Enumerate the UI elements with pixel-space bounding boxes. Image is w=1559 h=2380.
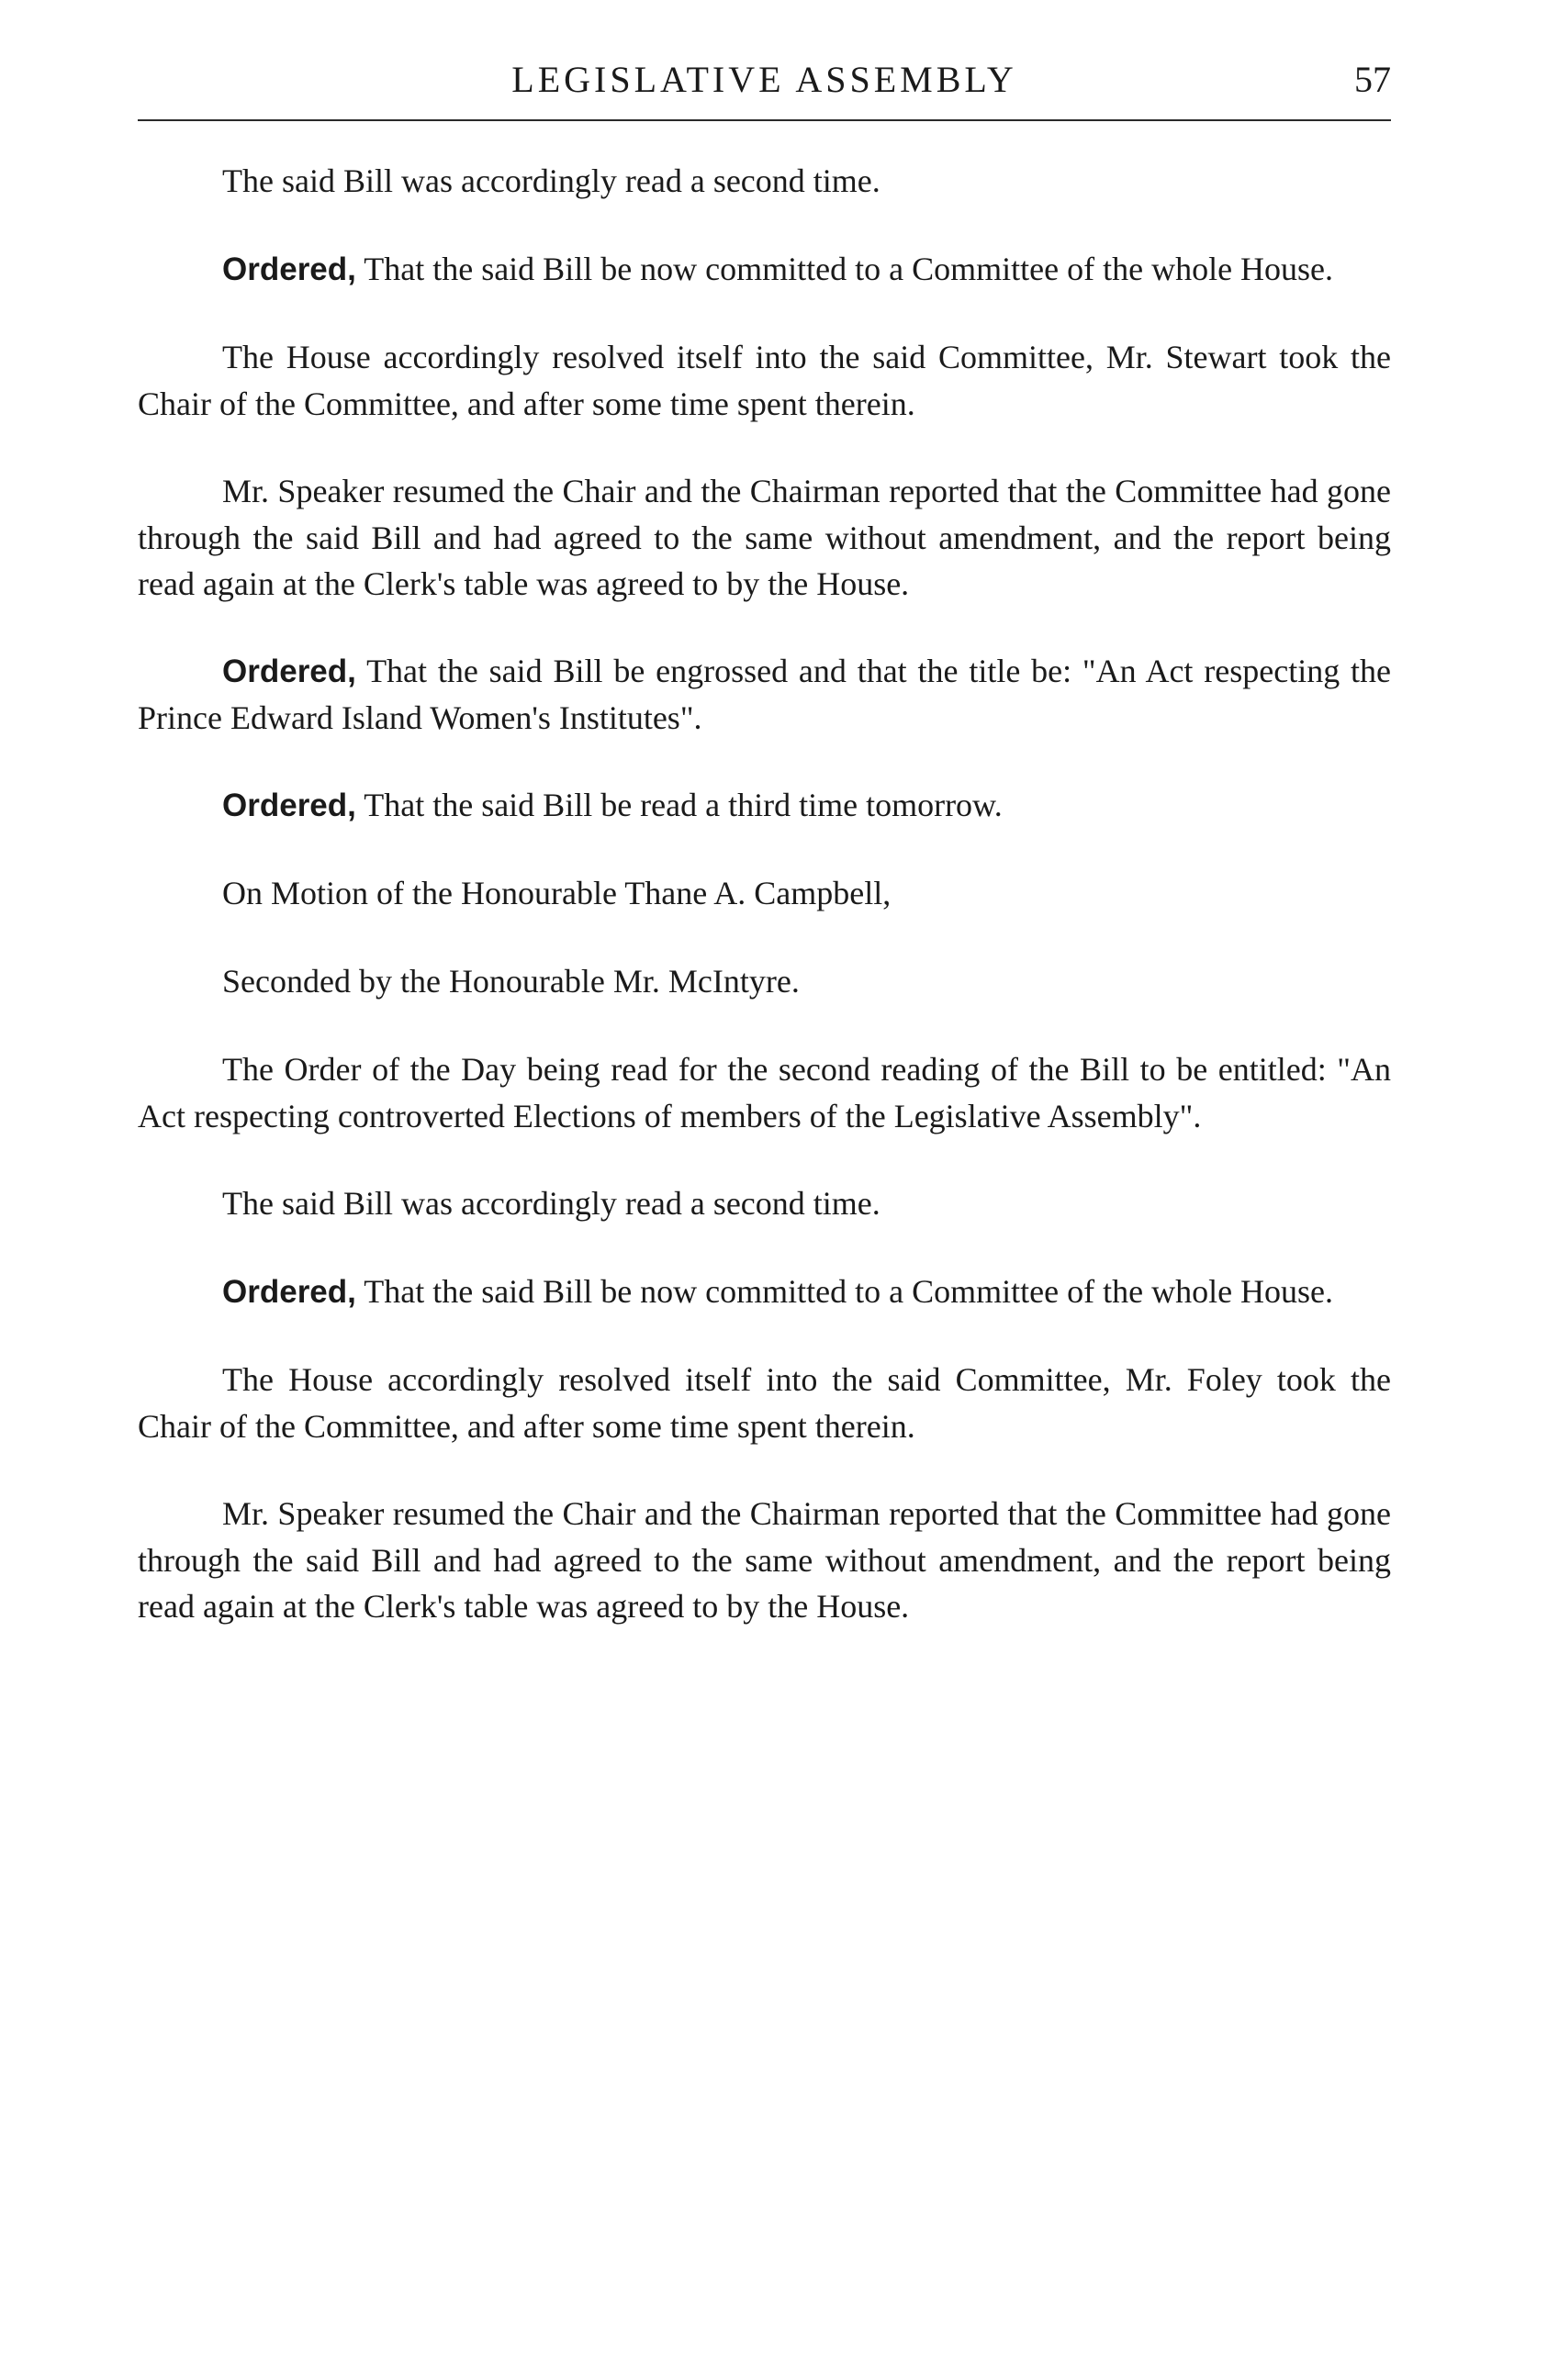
paragraph-second-reading — [138, 158, 1391, 205]
running-header — [138, 57, 1391, 112]
paragraph-text: On Motion of the Honourable Thane A. Campbell, — [222, 875, 892, 911]
paragraph-text: The Order of the Day being read for the second reading of the Bill to be entitled: "An Act respecting controverted Elections of members of the Legislative Assembly". — [138, 1051, 1391, 1134]
paragraph-order-of-day — [138, 1046, 1391, 1139]
running-title: LEGISLATIVE ASSEMBLY — [511, 59, 1017, 100]
paragraph-seconded — [138, 958, 1391, 1005]
paragraph-text: Mr. Speaker resumed the Chair and the Chairman reported that the Committee had gone through the said Bill and had agreed to the same without amendment, and the report being read again at the Clerk's table was agreed to by the House. — [138, 1495, 1391, 1625]
paragraph-text: That the said Bill be now committed to a Committee of the whole House. — [355, 251, 1334, 287]
paragraph-text: The House accordingly resolved itself into the said Committee, Mr. Foley took the Chair of the Committee, and after some time spent therein. — [138, 1361, 1391, 1445]
paragraph-order-third-reading — [138, 782, 1391, 829]
paragraph-text: Seconded by the Honourable Mr. McIntyre. — [222, 963, 800, 1000]
paragraph-committee-stewart — [138, 334, 1391, 427]
header-rule — [138, 119, 1391, 121]
page-number: 57 — [1354, 59, 1391, 100]
paragraph-order-engrossed — [138, 648, 1391, 741]
paragraph-text: That the said Bill be read a third time tomorrow. — [355, 787, 1003, 823]
paragraph-lead: Ordered, — [222, 654, 356, 689]
paragraph-text: Mr. Speaker resumed the Chair and the Chairman reported that the Committee had gone through the said Bill and had agreed to the same without amendment, and the report being read again at the Clerk's table was agreed to by the House. — [138, 473, 1391, 602]
paragraph-lead: Ordered, — [222, 251, 356, 287]
paragraph-lead: Ordered, — [222, 788, 356, 823]
paragraph-order-committed-2 — [138, 1268, 1391, 1315]
paragraph-order-committed — [138, 246, 1391, 293]
paragraph-text: The House accordingly resolved itself into the said Committee, Mr. Stewart took the Chair of the Committee, and after some time spent therein. — [138, 339, 1391, 422]
paragraph-lead: Ordered, — [222, 1274, 356, 1310]
paragraph-text: That the said Bill be now committed to a Committee of the whole House. — [355, 1273, 1334, 1310]
paragraph-motion — [138, 870, 1391, 917]
journal-body — [138, 158, 1391, 1670]
paragraph-second-reading-2 — [138, 1180, 1391, 1227]
paragraph-text: That the said Bill be engrossed and that the title be: "An Act respecting the Prince Edward Island Women's Institutes". — [138, 653, 1391, 736]
paragraph-text: The said Bill was accordingly read a second time. — [222, 1185, 880, 1222]
paragraph-speaker-report — [138, 468, 1391, 607]
paragraph-speaker-report-2 — [138, 1491, 1391, 1629]
paragraph-text: The said Bill was accordingly read a second time. — [222, 162, 880, 199]
paragraph-committee-foley — [138, 1357, 1391, 1449]
